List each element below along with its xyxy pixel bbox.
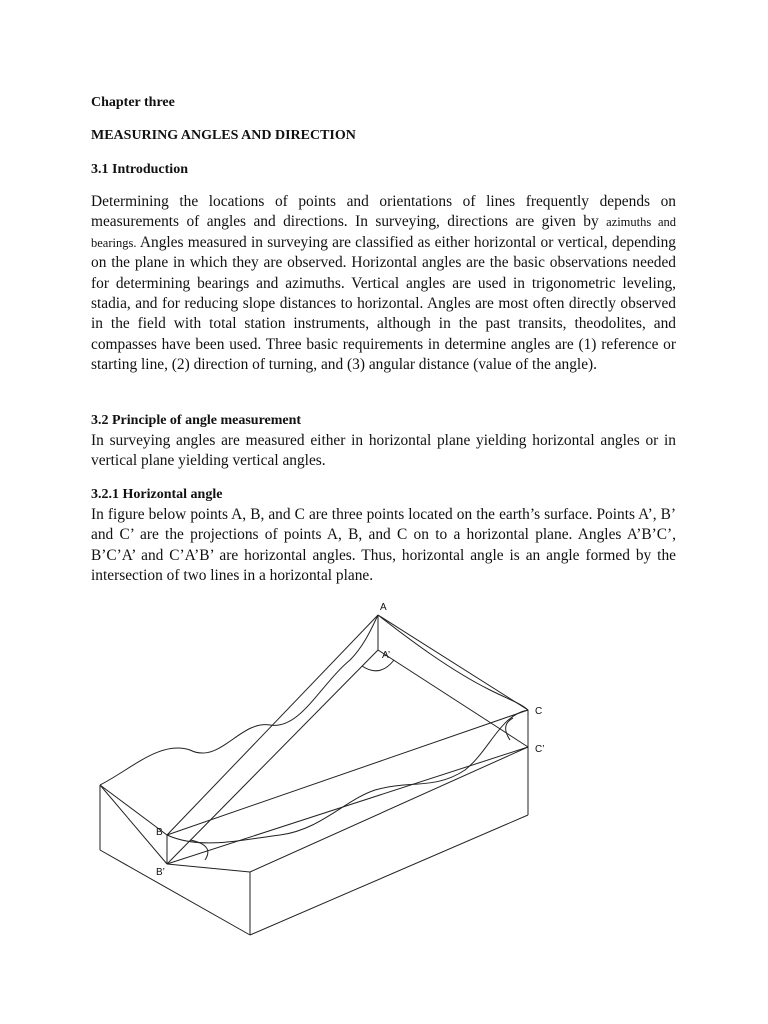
box-left-bottom: [100, 850, 250, 935]
terrain-front-edge: [167, 710, 528, 843]
label-b-prime: B’: [156, 867, 165, 878]
section-heading-horizontal-angle: 3.2.1 Horizontal angle: [91, 487, 223, 502]
label-c-prime: C’: [535, 744, 545, 755]
intro-text-part-2: Angles measured in surveying are classified as either horizontal or vertical, depending on the plane in which they are observed. Horizontal angles are the basic observations needed for determining bearings and azimuths. Vertical angles are used in trigonometric leveling, stadia, and for reducing slope distances to horizontal. Angles are most often directly observed in the field with total station instruments, although in the past transits, theodolites, and compasses have been used. Three basic requirements in determine angles are (1) reference or starting line, (2) direction of turning, and (3) angular distance (value of the angle).: [91, 233, 676, 374]
horizontal-angle-figure: [90, 600, 560, 940]
label-c: C: [535, 706, 543, 717]
plane-left-edge: [100, 785, 167, 864]
plane-front-edge: [167, 864, 250, 872]
line-a-prime-b-prime: [167, 650, 378, 864]
label-a-prime: A’: [382, 650, 391, 661]
plane-top-right-edge: [378, 650, 528, 747]
label-a: A: [380, 602, 387, 613]
principle-paragraph: In surveying angles are measured either in horizontal plane yielding horizontal angles or in vertical plane yielding vertical angles.: [91, 432, 676, 470]
intro-text-part-1: Determining the locations of points and orientations of lines frequently depends on measurements of angles and directions. In surveying, directions are given by: [91, 193, 676, 231]
horizontal-angle-paragraph: In figure below points A, B, and C are three points located on the earth’s surface. Points A’, B’ and C’ are the projections of points A, B, and C on to a horizontal plane. Angles A’B’C’, B’C’A’ and C’A’B’ are horizontal angles. Thus, horizontal angle is an angle formed by the intersection of two lines in a horizontal plane.: [91, 506, 676, 585]
line-a-c: [378, 615, 528, 710]
line-a-b: [167, 615, 378, 835]
intro-text-small: azimuths and bearings.: [91, 215, 676, 250]
chapter-title: MEASURING ANGLES AND DIRECTION: [91, 128, 356, 143]
introduction-paragraph: [91, 192, 676, 376]
chapter-label: Chapter three: [91, 95, 175, 110]
label-b: B: [156, 827, 163, 838]
section-heading-introduction: 3.1 Introduction: [91, 162, 188, 177]
plane-right-edge: [250, 747, 528, 872]
line-b-prime-c-prime: [167, 747, 528, 864]
section-heading-principle: 3.2 Principle of angle measurement: [91, 413, 302, 428]
line-b-c: [167, 710, 528, 835]
